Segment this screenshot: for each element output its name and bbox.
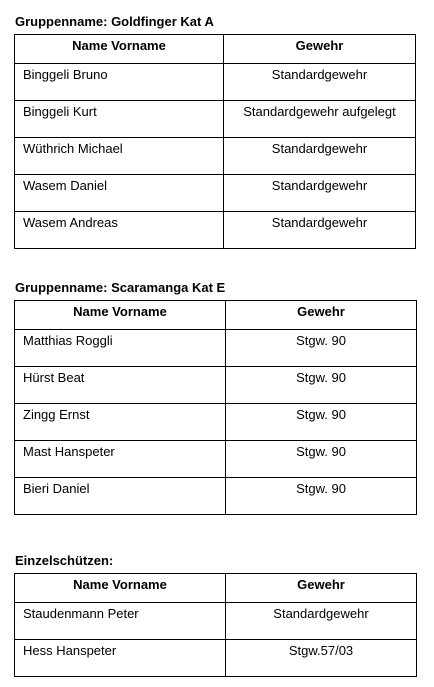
table-row [15, 478, 417, 515]
cell-gewehr: Standardgewehr [224, 64, 416, 101]
cell-name: Zingg Ernst [15, 404, 226, 441]
cell-gewehr: Stgw. 90 [226, 441, 417, 478]
cell-name: Matthias Roggli [15, 330, 226, 367]
cell-name: Binggeli Kurt [15, 101, 224, 138]
table-row [15, 404, 417, 441]
cell-gewehr: Standardgewehr [224, 212, 416, 249]
column-header-name: Name Vorname [15, 301, 226, 330]
table-row [15, 367, 417, 404]
column-header-gewehr: Gewehr [226, 301, 417, 330]
table-header-row [15, 35, 416, 64]
table-row [15, 64, 416, 101]
cell-name: Mast Hanspeter [15, 441, 226, 478]
table-row [15, 640, 417, 677]
cell-name: Wasem Daniel [15, 175, 224, 212]
table-row [15, 212, 416, 249]
column-header-name: Name Vorname [15, 35, 224, 64]
column-header-gewehr: Gewehr [224, 35, 416, 64]
column-header-gewehr: Gewehr [226, 574, 417, 603]
cell-name: Wüthrich Michael [15, 138, 224, 175]
cell-name: Bieri Daniel [15, 478, 226, 515]
table-row [15, 603, 417, 640]
cell-name: Binggeli Bruno [15, 64, 224, 101]
table-header-row [15, 301, 417, 330]
cell-gewehr: Standardgewehr [224, 138, 416, 175]
table-einzelschuetzen [14, 573, 417, 677]
table-scaramanga [14, 300, 417, 515]
cell-gewehr: Stgw. 90 [226, 367, 417, 404]
cell-gewehr: Stgw.57/03 [226, 640, 417, 677]
cell-name: Hürst Beat [15, 367, 226, 404]
cell-gewehr: Standardgewehr [224, 175, 416, 212]
table-row [15, 101, 416, 138]
cell-gewehr: Standardgewehr aufgelegt [224, 101, 416, 138]
table-row [15, 441, 417, 478]
table-row [15, 175, 416, 212]
cell-name: Wasem Andreas [15, 212, 224, 249]
table-row [15, 330, 417, 367]
cell-gewehr: Stgw. 90 [226, 330, 417, 367]
cell-gewehr: Standardgewehr [226, 603, 417, 640]
cell-name: Hess Hanspeter [15, 640, 226, 677]
group-title-scaramanga: Gruppenname: Scaramanga Kat E [15, 280, 226, 295]
cell-gewehr: Stgw. 90 [226, 478, 417, 515]
group-title-goldfinger: Gruppenname: Goldfinger Kat A [15, 14, 214, 29]
table-row [15, 138, 416, 175]
column-header-name: Name Vorname [15, 574, 226, 603]
group-title-einzelschuetzen: Einzelschützen: [15, 553, 114, 568]
cell-name: Staudenmann Peter [15, 603, 226, 640]
cell-gewehr: Stgw. 90 [226, 404, 417, 441]
table-header-row [15, 574, 417, 603]
table-goldfinger [14, 34, 416, 249]
